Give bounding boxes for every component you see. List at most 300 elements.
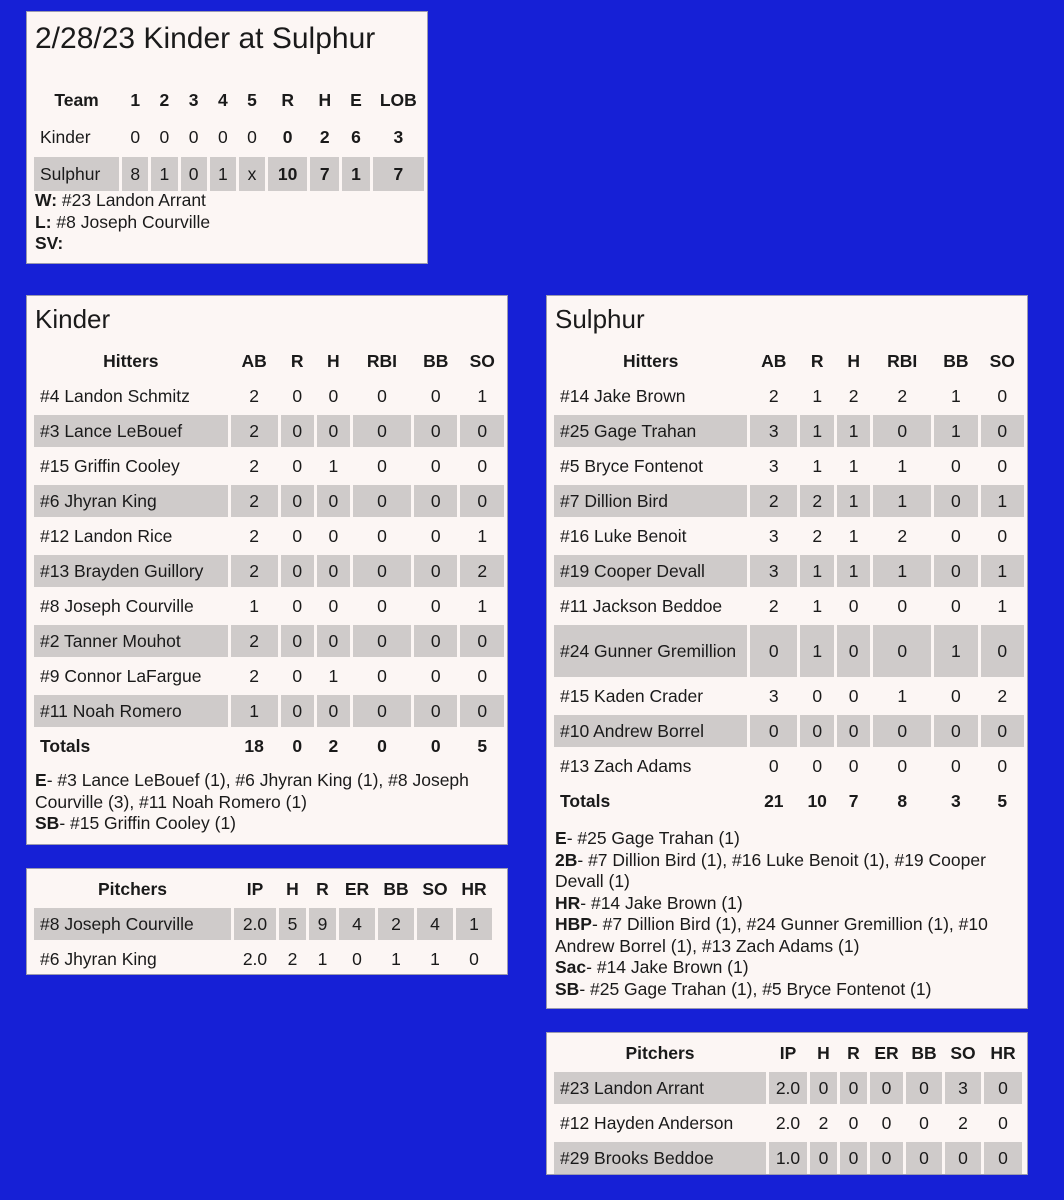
col-header: Pitchers <box>97 878 168 899</box>
stat-cell: 0 <box>848 685 859 706</box>
stat-cell: 9 <box>309 908 336 940</box>
stat-cell: 0 <box>414 555 457 587</box>
col-header: Hitters <box>103 350 159 371</box>
stat-cell: 0 <box>353 485 411 517</box>
stat-cell: 0 <box>981 625 1024 677</box>
decision-label: W: <box>35 190 58 210</box>
player-name: #5 Bryce Fontenot <box>560 455 703 476</box>
stat-cell: 3 <box>945 1072 981 1104</box>
stat-cell: 0 <box>414 695 457 727</box>
note-text: - #3 Lance LeBouef (1), #6 Jhyran King (1), #8 Joseph Courville (3), #11 Noah Romero (1) <box>35 770 469 812</box>
stat-cell: 0 <box>934 485 977 517</box>
col-header: Pitchers <box>625 1042 695 1063</box>
hitter-row <box>554 590 1024 622</box>
stat-cell: 1 <box>981 555 1024 587</box>
stat-cell: 0 <box>750 715 797 747</box>
stat-cell: 0 <box>906 1142 942 1174</box>
stat-cell: 1 <box>800 625 834 677</box>
stat-cell: 1 <box>837 485 870 517</box>
col-header: HR <box>461 878 487 899</box>
sulphur-notes <box>555 828 1017 1000</box>
player-name: #16 Luke Benoit <box>560 525 687 546</box>
stat-cell: 1 <box>249 595 259 616</box>
pitcher-row <box>554 1142 1022 1174</box>
stat-cell: 0 <box>840 1142 867 1174</box>
note-text: - #14 Jake Brown (1) <box>586 957 749 977</box>
stat-cell: 1 <box>873 555 931 587</box>
col-header: ER <box>874 1042 899 1063</box>
kinder-hitters-table <box>31 342 507 765</box>
player-name: #8 Joseph Courville <box>34 908 231 940</box>
hitters-header <box>554 345 1024 377</box>
stat-cell: 1 <box>456 908 492 940</box>
team-name: Sulphur <box>34 157 119 191</box>
col-header: R <box>847 1042 860 1063</box>
stat-cell: 0 <box>477 455 488 476</box>
player-name: #25 Gage Trahan <box>554 415 747 447</box>
stat-cell: 0 <box>981 415 1024 447</box>
stat-cell: 2.0 <box>242 948 268 969</box>
note-label: SB <box>35 813 60 833</box>
stat-cell: 0 <box>317 415 350 447</box>
stat-cell: 4 <box>339 908 375 940</box>
inning-score: 1 <box>210 157 236 191</box>
stat-cell: 0 <box>317 555 350 587</box>
linescore-header <box>34 83 424 117</box>
kinder-notes <box>35 770 497 835</box>
inning-score: 0 <box>217 126 228 147</box>
hitter-row <box>554 555 1024 587</box>
col-header: H <box>318 89 332 110</box>
stat-cell: 1 <box>800 415 834 447</box>
stat-cell: 0 <box>317 485 350 517</box>
note-text: - #14 Jake Brown (1) <box>580 892 743 913</box>
sulphur-hitters-card <box>546 295 1028 1009</box>
stat-cell: 0 <box>353 415 411 447</box>
stat-cell: 2 <box>249 385 259 406</box>
decision-value: #8 Joseph Courville <box>56 211 211 232</box>
linescore-row <box>34 157 424 191</box>
note-line <box>555 979 1017 1001</box>
stat-cell: 1 <box>430 948 440 969</box>
col-header: R <box>281 89 294 110</box>
stat-cell: 4 <box>417 908 453 940</box>
player-name: #9 Connor LaFargue <box>40 665 202 686</box>
stat-cell: 0 <box>317 625 350 657</box>
note-text: - #25 Gage Trahan (1), #5 Bryce Fontenot (1) <box>579 978 932 999</box>
player-name: #23 Landon Arrant <box>554 1072 766 1104</box>
note-label: 2B <box>555 849 578 870</box>
col-header: HR <box>990 1042 1016 1063</box>
stat-cell: 2 <box>958 1112 968 1133</box>
stat-cell: 1 <box>391 948 401 969</box>
team-title: Kinder <box>35 304 111 334</box>
stat-cell: 0 <box>750 625 797 677</box>
decision-label: L: <box>35 211 52 232</box>
note-line <box>555 850 1017 893</box>
stat-cell: 0 <box>477 665 488 686</box>
stat-cell: 0 <box>377 595 387 616</box>
stat-cell: 0 <box>997 455 1008 476</box>
stat-cell: 0 <box>281 555 314 587</box>
stat-cell: 1 <box>897 685 908 706</box>
col-header: 5 <box>247 89 257 110</box>
hitter-row <box>554 625 1024 677</box>
stat-cell: 2 <box>848 385 859 406</box>
stat-cell: 0 <box>812 755 823 776</box>
total-cell: 5 <box>997 790 1008 811</box>
game-summary-card <box>26 11 428 264</box>
decision-label: SV: <box>35 233 64 253</box>
col-header: 3 <box>188 89 199 110</box>
inning-score: 1 <box>151 157 177 191</box>
stat-cell: 5 <box>279 908 306 940</box>
hitter-row <box>554 680 1024 712</box>
note-label: E <box>35 770 47 790</box>
stat-cell: 1 <box>477 385 488 406</box>
hitter-row <box>554 520 1024 552</box>
stat-cell: 0 <box>881 1112 892 1133</box>
stat-cell: 2 <box>750 485 797 517</box>
col-header: SO <box>989 350 1015 371</box>
stat-cell: 3 <box>768 525 779 546</box>
stat-cell: 2 <box>460 555 504 587</box>
hits-total: 7 <box>310 157 339 191</box>
col-header: R <box>316 878 329 899</box>
stat-cell: 0 <box>281 695 314 727</box>
stat-cell: 0 <box>870 1072 903 1104</box>
col-header: RBI <box>366 350 398 371</box>
game-title: 2/28/23 Kinder at Sulphur <box>35 22 376 55</box>
col-header: BB <box>423 350 449 371</box>
hitter-row <box>34 520 504 552</box>
pitcher-row <box>554 1072 1022 1104</box>
stat-cell: 1 <box>231 695 278 727</box>
stat-cell: 0 <box>906 1072 942 1104</box>
stat-cell: 0 <box>377 525 387 546</box>
stat-cell: 0 <box>837 625 870 677</box>
note-label: SB <box>555 978 580 999</box>
note-label: HR <box>555 892 581 913</box>
hitters-header <box>34 345 504 377</box>
stat-cell: 2.0 <box>234 908 276 940</box>
stat-cell: 0 <box>997 525 1008 546</box>
inning-score: 0 <box>159 126 170 147</box>
stat-cell: 0 <box>460 415 504 447</box>
stat-cell: 0 <box>950 525 961 546</box>
stat-cell: 1 <box>997 595 1008 616</box>
player-name: #11 Jackson Beddoe <box>560 595 723 616</box>
col-header: AB <box>241 350 267 371</box>
stat-cell: 0 <box>292 595 303 616</box>
stat-cell: 2 <box>768 385 779 406</box>
hitter-row <box>34 660 504 692</box>
stat-cell: 2 <box>231 555 278 587</box>
totals-label: Totals <box>560 790 611 811</box>
note-line <box>555 893 1017 915</box>
stat-cell: 1 <box>837 415 870 447</box>
note-text: - #7 Dillion Bird (1), #16 Luke Benoit (1), #19 Cooper Devall (1) <box>555 849 986 891</box>
col-header: SO <box>469 350 495 371</box>
sulphur-hitters-table <box>551 342 1027 820</box>
stat-cell: 0 <box>317 695 350 727</box>
note-text: - #7 Dillion Bird (1), #24 Gunner Gremillion (1), #10 Andrew Borrel (1), #13 Zach Adams (1) <box>555 914 988 956</box>
stat-cell: 2 <box>231 485 278 517</box>
col-header: H <box>847 350 860 371</box>
player-name: #11 Noah Romero <box>34 695 228 727</box>
stat-cell: 0 <box>430 525 441 546</box>
stat-cell: 2.0 <box>769 1072 807 1104</box>
stat-cell: 0 <box>848 595 859 616</box>
stat-cell: 0 <box>353 625 411 657</box>
stat-cell: 1 <box>328 455 339 476</box>
total-cell: 0 <box>377 735 387 756</box>
note-label: Sac <box>555 957 587 977</box>
stat-cell: 2.0 <box>775 1112 801 1133</box>
stat-cell: 0 <box>430 385 441 406</box>
hitter-row <box>34 555 504 587</box>
sulphur-pitchers-card <box>546 1032 1028 1175</box>
player-name: #19 Cooper Devall <box>554 555 747 587</box>
pitcher-row <box>554 1107 1022 1139</box>
stat-cell: 2 <box>997 685 1008 706</box>
stat-cell: 0 <box>353 555 411 587</box>
kinder-pitchers-table <box>31 870 495 978</box>
inning-score: 8 <box>122 157 148 191</box>
team-name: Kinder <box>40 126 91 147</box>
hitter-row <box>554 415 1024 447</box>
stat-cell: 0 <box>934 715 977 747</box>
pitchers-header <box>554 1037 1022 1069</box>
stat-cell: 2 <box>378 908 414 940</box>
totals-label: Totals <box>40 735 91 756</box>
stat-cell: 0 <box>934 555 977 587</box>
player-name: #13 Brayden Guillory <box>34 555 228 587</box>
lob-total: 3 <box>393 126 404 147</box>
stat-cell: 1 <box>848 455 859 476</box>
col-header: E <box>350 89 362 110</box>
stat-cell: 1 <box>812 385 823 406</box>
note-label: E <box>555 828 567 848</box>
hitter-row <box>34 415 504 447</box>
stat-cell: 3 <box>750 415 797 447</box>
stat-cell: 0 <box>810 1142 837 1174</box>
total-cell: 8 <box>897 790 908 811</box>
note-text: - #25 Gage Trahan (1) <box>566 828 740 848</box>
linescore-table <box>31 80 427 194</box>
player-name: #3 Lance LeBouef <box>34 415 228 447</box>
hitter-row <box>554 380 1024 412</box>
total-cell: 0 <box>292 735 303 756</box>
stat-cell: 2 <box>287 948 298 969</box>
stat-cell: 2 <box>800 485 834 517</box>
stat-cell: 0 <box>945 1142 981 1174</box>
stat-cell: 0 <box>328 595 339 616</box>
player-name: #10 Andrew Borrel <box>554 715 747 747</box>
kinder-hitters-card <box>26 295 508 845</box>
col-header: R <box>810 350 824 371</box>
col-header: SO <box>950 1042 976 1063</box>
col-header: AB <box>761 350 787 371</box>
stat-cell: 0 <box>848 755 859 776</box>
stat-cell: 2 <box>249 455 259 476</box>
note-line <box>555 828 1017 850</box>
stat-cell: 0 <box>950 595 961 616</box>
note-line <box>35 770 497 813</box>
stat-cell: 1 <box>934 625 977 677</box>
stat-cell: 0 <box>281 415 314 447</box>
stat-cell: 0 <box>414 485 457 517</box>
stat-cell: 0 <box>984 1072 1022 1104</box>
col-header: Team <box>54 89 99 110</box>
col-header: IP <box>779 1042 797 1063</box>
total-cell: 3 <box>950 790 961 811</box>
stat-cell: 0 <box>377 455 387 476</box>
stat-cell: 0 <box>430 455 441 476</box>
stat-cell: 0 <box>292 525 303 546</box>
player-name: #12 Landon Rice <box>40 525 173 546</box>
stat-cell: 1.0 <box>769 1142 807 1174</box>
total-cell: 7 <box>848 790 859 811</box>
total-cell: 18 <box>244 735 264 756</box>
hitter-row <box>554 450 1024 482</box>
stat-cell: 0 <box>873 715 931 747</box>
decision-loss <box>35 212 210 234</box>
stat-cell: 1 <box>800 555 834 587</box>
decision-save <box>35 233 210 255</box>
totals-row <box>554 785 1024 817</box>
player-name: #4 Landon Schmitz <box>40 385 190 406</box>
total-cell: 2 <box>328 735 339 756</box>
col-header: R <box>290 350 304 371</box>
stat-cell: 1 <box>837 555 870 587</box>
stat-cell: 0 <box>950 455 961 476</box>
stat-cell: 1 <box>317 948 328 969</box>
total-cell: 21 <box>764 790 784 811</box>
hitter-row <box>34 695 504 727</box>
note-text: - #15 Griffin Cooley (1) <box>59 813 237 833</box>
stat-cell: 0 <box>997 385 1008 406</box>
inning-score: 0 <box>247 126 257 147</box>
player-name: #6 Jhyran King <box>40 948 157 969</box>
player-name: #6 Jhyran King <box>34 485 228 517</box>
note-line <box>35 813 497 835</box>
runs-total: 0 <box>282 126 293 147</box>
stat-cell: 1 <box>812 595 823 616</box>
col-header: IP <box>246 878 264 899</box>
stat-cell: 0 <box>292 665 303 686</box>
lob-total: 7 <box>373 157 424 191</box>
stat-cell: 2 <box>818 1112 829 1133</box>
stat-cell: 1 <box>477 525 488 546</box>
hitter-row <box>554 715 1024 747</box>
stat-cell: 0 <box>328 525 339 546</box>
decisions <box>35 190 210 255</box>
col-header: H <box>327 350 340 371</box>
col-header: 2 <box>159 89 170 110</box>
stat-cell: 0 <box>469 948 479 969</box>
stat-cell: 0 <box>981 715 1024 747</box>
col-header: 1 <box>130 89 141 110</box>
errors-total: 6 <box>351 126 361 147</box>
decision-win <box>35 190 210 212</box>
col-header: BB <box>383 878 409 899</box>
hits-total: 2 <box>319 126 330 147</box>
inning-score: 0 <box>130 126 141 147</box>
hitter-row <box>34 450 504 482</box>
note-line <box>555 957 1017 979</box>
player-name: #29 Brooks Beddoe <box>554 1142 766 1174</box>
sulphur-pitchers-table <box>551 1034 1025 1177</box>
col-header: H <box>817 1042 830 1063</box>
stat-cell: 0 <box>430 595 441 616</box>
stat-cell: 1 <box>981 485 1024 517</box>
inning-score: 0 <box>188 126 199 147</box>
stat-cell: 1 <box>848 525 859 546</box>
pitcher-row <box>34 908 492 940</box>
stat-cell: 3 <box>750 555 797 587</box>
stat-cell: 0 <box>414 625 457 657</box>
stat-cell: 1 <box>812 455 823 476</box>
player-name: #14 Jake Brown <box>560 385 686 406</box>
col-header: Hitters <box>622 350 679 371</box>
stat-cell: 0 <box>984 1142 1022 1174</box>
pitcher-row <box>34 943 492 975</box>
col-header: SO <box>422 878 448 899</box>
stat-cell: 0 <box>919 1112 929 1133</box>
kinder-pitchers-card <box>26 868 508 975</box>
stat-cell: 1 <box>477 595 488 616</box>
player-name: #15 Griffin Cooley <box>40 455 180 476</box>
col-header: BB <box>943 350 969 371</box>
player-name: #24 Gunner Gremillion <box>554 625 747 677</box>
stat-cell: 2 <box>231 415 278 447</box>
stat-cell: 0 <box>870 1142 903 1174</box>
stat-cell: 0 <box>800 715 834 747</box>
stat-cell: 2 <box>249 665 259 686</box>
stat-cell: 0 <box>873 415 931 447</box>
inning-score: x <box>239 157 265 191</box>
stat-cell: 0 <box>998 1112 1008 1133</box>
stat-cell: 3 <box>768 685 779 706</box>
stat-cell: 0 <box>840 1072 867 1104</box>
hitter-row <box>34 625 504 657</box>
stat-cell: 0 <box>810 1072 837 1104</box>
pitchers-header <box>34 873 492 905</box>
stat-cell: 0 <box>352 948 362 969</box>
col-header: LOB <box>379 89 417 110</box>
stat-cell: 2 <box>249 525 259 546</box>
totals-row <box>34 730 504 762</box>
stat-cell: 0 <box>292 455 303 476</box>
stat-cell: 0 <box>460 485 504 517</box>
stat-cell: 0 <box>950 755 961 776</box>
player-name: #7 Dillion Bird <box>554 485 747 517</box>
stat-cell: 2 <box>812 525 823 546</box>
stat-cell: 1 <box>934 415 977 447</box>
stat-cell: 1 <box>328 665 339 686</box>
stat-cell: 0 <box>281 625 314 657</box>
team-title: Sulphur <box>555 304 645 334</box>
stat-cell: 1 <box>897 455 908 476</box>
hitter-row <box>34 485 504 517</box>
stat-cell: 0 <box>848 1112 859 1133</box>
player-name: #8 Joseph Courville <box>40 595 194 616</box>
player-name: #12 Hayden Anderson <box>560 1112 734 1133</box>
stat-cell: 2 <box>231 625 278 657</box>
hitter-row <box>34 380 504 412</box>
note-label: HBP <box>555 914 592 934</box>
